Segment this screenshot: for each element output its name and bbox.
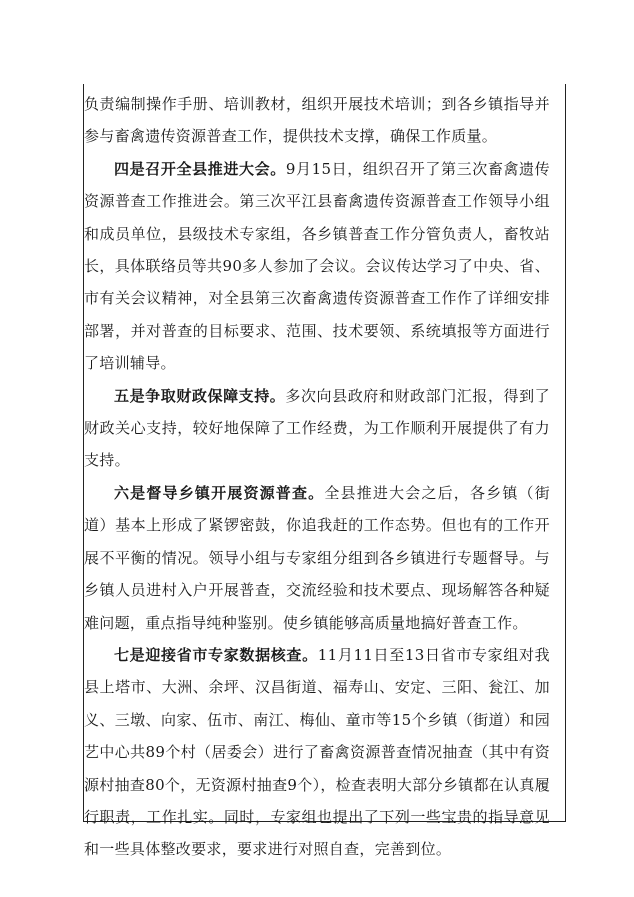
- paragraph-5: [84, 639, 550, 866]
- paragraph-3-lead: 五是争取财政保障支持。: [114, 386, 286, 405]
- paragraph-1-body: 负责编制操作手册、培训教材，组织开展技术培训；到各乡镇指导并参与畜禽遗传资源普查工作，提供技术支撑，确保工作质量。: [84, 95, 550, 146]
- paragraph-3: [84, 380, 550, 477]
- paragraph-2-lead: 四是召开全县推进大会。: [114, 159, 286, 178]
- paragraph-2: [84, 153, 550, 380]
- paragraph-4-body: 全县推进大会之后，各乡镇（街道）基本上形成了紧锣密鼓，你追我赶的工作态势。但也有的工作开展不平衡的情况。领导小组与专家组分组到各乡镇进行专题督导。与乡镇人员进村入户开展普查，交流经验和技术要点、现场解答各种疑难问题，重点指导纯种鉴别。使乡镇能够高质量地搞好普查工作。: [84, 483, 551, 632]
- paragraph-5-body: 11月11日至13日省市专家组对我县上塔市、大洲、余坪、汉昌街道、福寿山、安定、三阳、瓮江、加义、三墩、向家、伍市、南江、梅仙、童市等15个乡镇（街道）和园艺中心共89个村（居委会）进行了畜禽资源普查情况抽查（其中有资源村抽查80个，无资源村抽查9个），检查表明大部分乡镇都在认真履行职责，工作扎实。同时，专家组也提出了下列一些宝贵的指导意见和一些具体整改要求，要求进行对照自查，完善到位。: [84, 645, 550, 859]
- paragraph-1: [84, 88, 550, 153]
- paragraph-2-body: 9月15日，组织召开了第三次畜禽遗传资源普查工作推进会。第三次平江县畜禽遗传资源普查工作领导小组和成员单位，县级技术专家组，各乡镇普查工作分管负责人，畜牧站长，具体联络员等共90多人参加了会议。会议传达学习了中央、省、市有关会议精神，对全县第三次畜禽遗传资源普查工作作了详细安排部署，并对普查的目标要求、范围、技术要领、系统填报等方面进行了培训辅导。: [84, 159, 550, 373]
- paragraph-3-body: 多次向县政府和财政部门汇报，得到了财政关心支持，较好地保障了工作经费，为工作顺利开展提供了有力支持。: [84, 386, 550, 470]
- paragraph-5-lead: 七是迎接省市专家数据核查。: [114, 645, 318, 664]
- paragraph-4: [84, 477, 550, 639]
- document-body: [84, 88, 550, 866]
- paragraph-4-lead: 六是督导乡镇开展资源普查。: [114, 483, 325, 502]
